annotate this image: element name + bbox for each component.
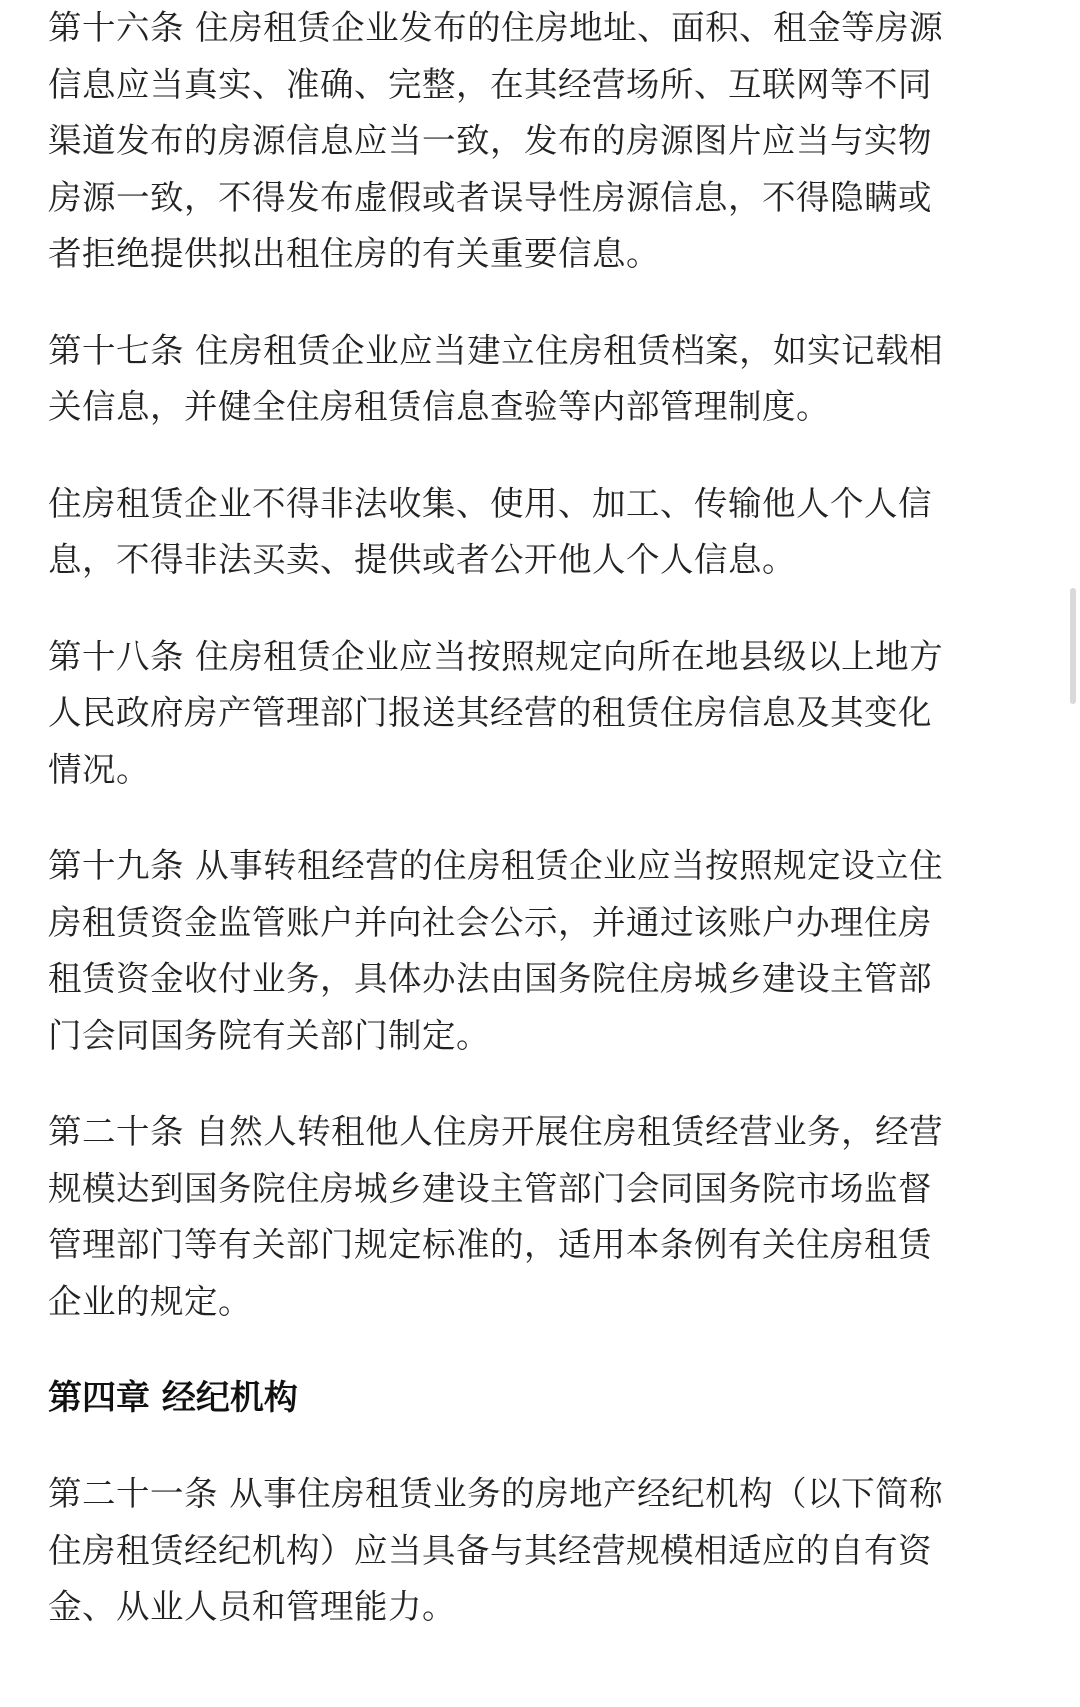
article-18-paragraph: 第十八条 住房租赁企业应当按照规定向所在地县级以上地方 人民政府房产管理部门报送其经营的租赁住房信息及其变化 情况。 — [48, 636, 944, 789]
article-17-paragraph: 第十七条 住房租赁企业应当建立住房租赁档案，如实记载相 关信息，并健全住房租赁信息查验等内部管理制度。 — [48, 330, 944, 426]
article-16-paragraph: 第十六条 住房租赁企业发布的住房地址、面积、租金等房源 信息应当真实、准确、完整，在其经营场所、互联网等不同 渠道发布的房源信息应当一致，发布的房源图片应当与实物 房源一致，不得发布虚假或者误导性房源信息，不得隐瞒或 者拒绝提供拟出租住房的有关重要信息。 — [48, 8, 944, 273]
article-body — [48, 0, 1028, 1636]
article-19-paragraph: 第十九条 从事转租经营的住房租赁企业应当按照规定设立住 房租赁资金监管账户并向社会公示，并通过该账户办理住房 租赁资金收付业务，具体办法由国务院住房城乡建设主管部 门会同国务院有关部门制定。 — [48, 846, 944, 1055]
article-21-paragraph: 第二十一条 从事住房租赁业务的房地产经纪机构（以下简称 住房租赁经纪机构）应当具备与其经营规模相适应的自有资 金、从业人员和管理能力。 — [48, 1474, 944, 1626]
chapter-heading: 第四章 经纪机构 — [48, 1378, 298, 1418]
article-20-paragraph: 第二十条 自然人转租他人住房开展住房租赁经营业务，经营 规模达到国务院住房城乡建设主管部门会同国务院市场监督 管理部门等有关部门规定标准的，适用本条例有关住房租赁 企业的规定。 — [48, 1112, 944, 1321]
scrollbar-thumb[interactable] — [1070, 588, 1076, 704]
article-17-paragraph-2: 住房租赁企业不得非法收集、使用、加工、传输他人个人信 息，不得非法买卖、提供或者公开他人个人信息。 — [48, 483, 932, 579]
